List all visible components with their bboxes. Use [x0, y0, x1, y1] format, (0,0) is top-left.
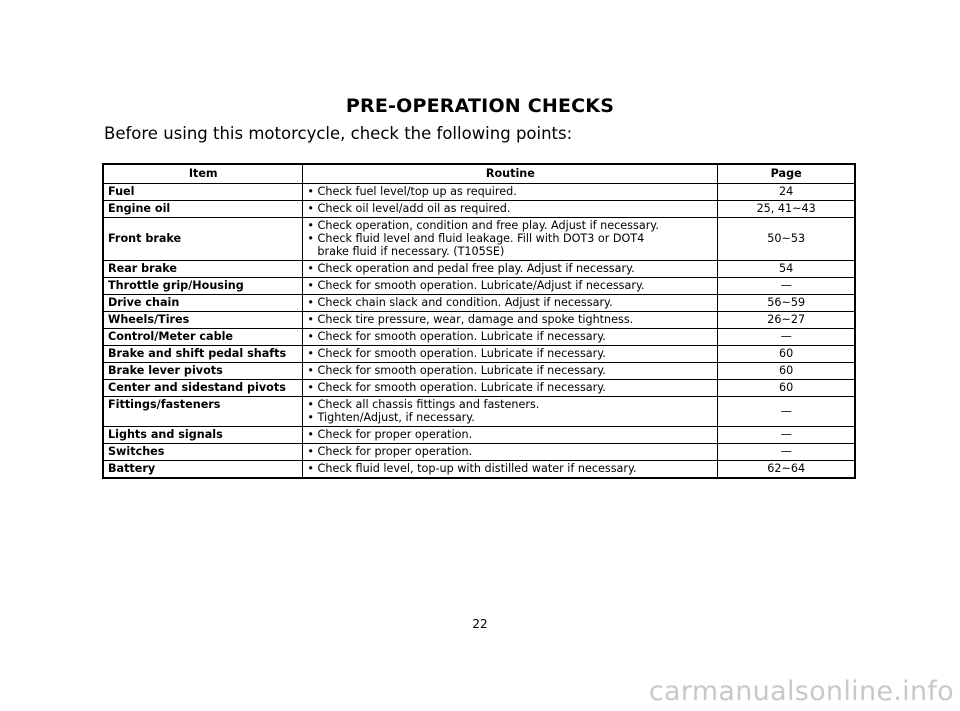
row-page: 60: [718, 380, 855, 397]
routine-line: • Check for smooth operation. Lubricate if necessary.: [307, 364, 606, 377]
table-row: [103, 346, 855, 363]
row-item: Throttle grip/Housing: [103, 278, 303, 295]
row-page: 56~59: [718, 295, 855, 312]
routine-line: brake fluid if necessary. (T105SE): [317, 245, 505, 258]
pre-operation-checks-table: [102, 163, 856, 479]
row-page: —: [718, 444, 855, 461]
row-item: Control/Meter cable: [103, 329, 303, 346]
table-row: [103, 184, 855, 201]
row-item: Wheels/Tires: [103, 312, 303, 329]
row-routine: [303, 329, 718, 346]
table-row: [103, 261, 855, 278]
routine-line: • Check for smooth operation. Lubricate if necessary.: [307, 347, 606, 360]
routine-line: • Check fluid level and fluid leakage. Fill with DOT3 or DOT4: [307, 232, 645, 245]
routine-line: • Check for proper operation.: [307, 445, 473, 458]
row-routine: [303, 312, 718, 329]
row-page: 24: [718, 184, 855, 201]
row-item: Drive chain: [103, 295, 303, 312]
table-row: [103, 312, 855, 329]
row-routine: [303, 261, 718, 278]
row-page: 50~53: [718, 218, 855, 261]
table-row: [103, 380, 855, 397]
table-row: [103, 218, 855, 261]
row-routine: [303, 380, 718, 397]
routine-line: • Check tire pressure, wear, damage and spoke tightness.: [307, 313, 634, 326]
routine-line: • Check oil level/add oil as required.: [307, 202, 511, 215]
table-row: [103, 201, 855, 218]
routine-line: • Check for proper operation.: [307, 428, 473, 441]
row-page: 60: [718, 346, 855, 363]
routine-line: • Check all chassis fittings and fasteners.: [307, 398, 540, 411]
row-item: Center and sidestand pivots: [103, 380, 303, 397]
row-routine: [303, 397, 718, 427]
page-number: 22: [472, 617, 488, 631]
table-row: [103, 397, 855, 427]
row-routine: [303, 295, 718, 312]
row-routine: [303, 363, 718, 380]
row-page: —: [718, 278, 855, 295]
row-item: Fittings/fasteners: [103, 397, 303, 427]
row-item: Switches: [103, 444, 303, 461]
header-routine: Routine: [303, 164, 718, 184]
row-page: —: [718, 329, 855, 346]
table-row: [103, 363, 855, 380]
row-item: Battery: [103, 461, 303, 479]
row-page: 62~64: [718, 461, 855, 479]
routine-line: • Tighten/Adjust, if necessary.: [307, 411, 475, 424]
table-row: [103, 427, 855, 444]
header-page: Page: [718, 164, 855, 184]
header-item: Item: [103, 164, 303, 184]
row-routine: [303, 201, 718, 218]
row-routine: [303, 346, 718, 363]
row-page: 26~27: [718, 312, 855, 329]
watermark: carmanualsonline.info: [648, 676, 954, 707]
table-row: [103, 295, 855, 312]
row-item: Brake lever pivots: [103, 363, 303, 380]
intro-text: Before using this motorcycle, check the following points:: [104, 124, 573, 143]
row-routine: [303, 461, 718, 479]
row-page: 54: [718, 261, 855, 278]
row-item: Front brake: [103, 218, 303, 261]
row-item: Rear brake: [103, 261, 303, 278]
row-item: Engine oil: [103, 201, 303, 218]
row-routine: [303, 278, 718, 295]
page-title: PRE-OPERATION CHECKS: [345, 95, 615, 117]
table-row: [103, 444, 855, 461]
table-row: [103, 461, 855, 479]
row-routine: [303, 184, 718, 201]
routine-line: • Check operation, condition and free play. Adjust if necessary.: [307, 219, 659, 232]
row-page: 25, 41~43: [718, 201, 855, 218]
routine-line: • Check for smooth operation. Lubricate/Adjust if necessary.: [307, 279, 645, 292]
routine-line: • Check for smooth operation. Lubricate if necessary.: [307, 381, 606, 394]
row-page: 60: [718, 363, 855, 380]
row-page: —: [718, 427, 855, 444]
table-header-row: [103, 164, 855, 184]
row-page: —: [718, 397, 855, 427]
row-routine: [303, 444, 718, 461]
routine-line: • Check chain slack and condition. Adjust if necessary.: [307, 296, 613, 309]
row-routine: [303, 218, 718, 261]
routine-line: • Check fluid level, top-up with distilled water if necessary.: [307, 462, 637, 475]
table-row: [103, 278, 855, 295]
routine-line: • Check for smooth operation. Lubricate if necessary.: [307, 330, 606, 343]
row-item: Fuel: [103, 184, 303, 201]
routine-line: • Check fuel level/top up as required.: [307, 185, 517, 198]
row-routine: [303, 427, 718, 444]
table-row: [103, 329, 855, 346]
row-item: Brake and shift pedal shafts: [103, 346, 303, 363]
row-item: Lights and signals: [103, 427, 303, 444]
routine-line: • Check operation and pedal free play. Adjust if necessary.: [307, 262, 635, 275]
